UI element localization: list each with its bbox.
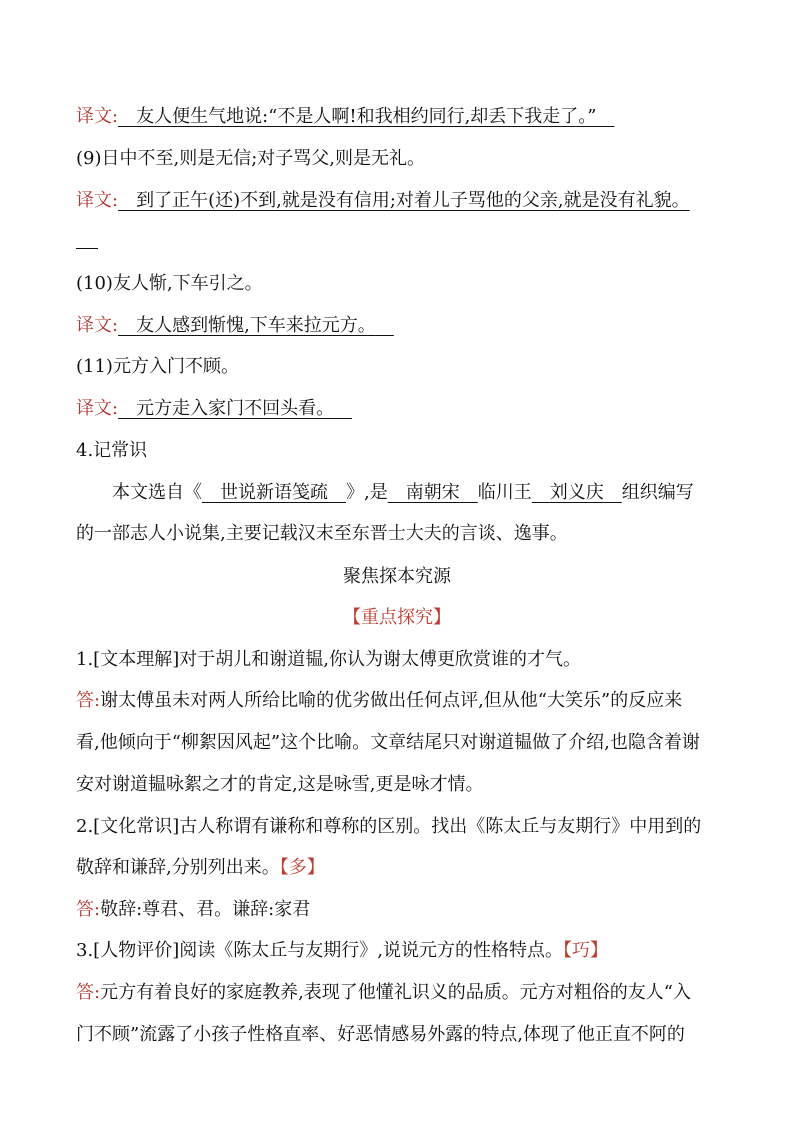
translation-11	[76, 398, 726, 420]
blank-dynasty: 南朝宋	[405, 482, 460, 503]
underline-continuation	[76, 248, 98, 249]
section-4-line-2: 的一部志人小说集,主要记载汉末至东晋士大夫的言谈、逸事。	[76, 523, 568, 544]
problem-2-question-1: 2.[文化常识]古人称谓有谦称和尊称的区别。找出《陈太丘与友期行》中用到的	[76, 816, 702, 837]
translation-9	[76, 190, 726, 212]
blank-author: 刘义庆	[549, 482, 604, 503]
blank-book: 世说新语笺疏	[220, 482, 328, 503]
question-10: (10)友人惭,下车引之。	[76, 273, 263, 294]
problem-3-answer-2: 门不顾”流露了小孩子性格直率、好恶情感易外露的特点,体现了他正直不阿的	[76, 1024, 685, 1045]
tag-qiao: 【巧】	[562, 940, 608, 961]
translation-label: 译文:	[76, 106, 119, 127]
subsection-title: 【重点探究】	[343, 607, 451, 628]
translation-label: 译文:	[76, 398, 119, 419]
question-9: (9)日中不至,则是无信;对子骂父,则是无礼。	[76, 148, 426, 169]
problem-2-answer: 答:敬辞:尊君、君。谦辞:家君	[76, 899, 311, 920]
translation-10-text: 友人感到惭愧,下车来拉元方。	[136, 315, 376, 336]
translation-8-text: 友人便生气地说:“不是人啊!和我相约同行,却丢下我走了。”	[136, 106, 597, 127]
question-11: (11)元方入门不顾。	[76, 356, 239, 377]
problem-1-answer-1: 答:谢太傅虽未对两人所给比喻的优劣做出任何点评,但从他“大笑乐”的反应来	[76, 690, 683, 711]
translation-10	[76, 315, 726, 337]
problem-2-question-2: 敬辞和谦辞,分别列出来。【多】	[76, 857, 325, 878]
problem-1-answer-2: 看,他倾向于“柳絮因风起”这个比喻。文章结尾只对谢道韫做了介绍,也隐含着谢	[76, 732, 700, 753]
translation-label: 译文:	[76, 190, 119, 211]
problem-1-answer-3: 安对谢道韫咏絮之才的肯定,这是咏雪,更是咏才情。	[76, 774, 484, 795]
problem-1-question: 1.[文本理解]对于胡儿和谢道韫,你认为谢太傅更欣赏谁的才气。	[76, 649, 581, 670]
answer-label: 答:	[76, 982, 101, 1003]
answer-label: 答:	[76, 899, 101, 920]
section-title: 聚焦探本究源	[343, 566, 451, 587]
translation-label: 译文:	[76, 315, 119, 336]
translation-11-text: 元方走入家门不回头看。	[136, 398, 335, 419]
translation-9-text: 到了正午(还)不到,就是没有信用;对着儿子骂他的父亲,就是没有礼貌。	[136, 190, 690, 211]
section-4-line-1: 本文选自《 世说新语笺疏 》,是 南朝宋 临川王 刘义庆 组织编写	[112, 482, 694, 503]
problem-3-answer-1: 答:元方有着良好的家庭教养,表现了他懂礼识义的品质。元方对粗俗的友人“入	[76, 982, 691, 1003]
translation-8	[76, 106, 726, 128]
section-4-title: 4.记常识	[76, 440, 148, 461]
problem-3-question: 3.[人物评价]阅读《陈太丘与友期行》,说说元方的性格特点。【巧】	[76, 940, 608, 961]
answer-label: 答:	[76, 690, 101, 711]
tag-duo: 【多】	[279, 857, 325, 878]
